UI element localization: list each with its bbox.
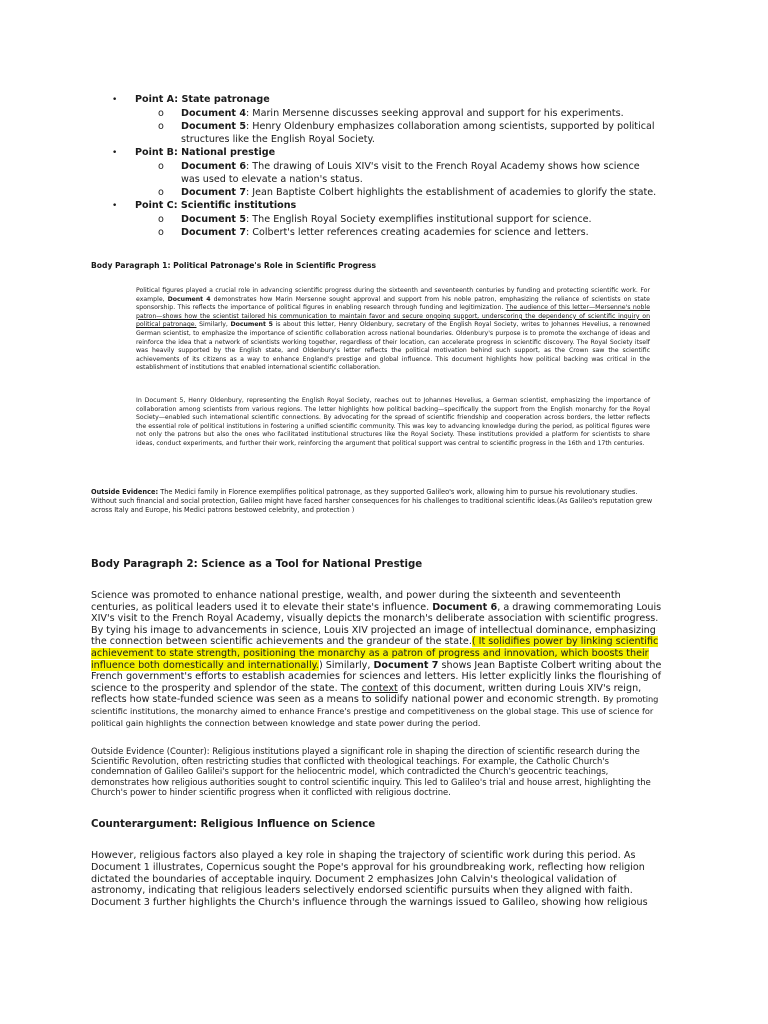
underlined-text: The audience of this letter—Mersenne's noble patron—shows how the scientist tailored his communication to maintain favor and secure ongoing support, underscoring the dependency of scientific inquiry on political patronage. [136, 304, 651, 329]
sub-text: : Marin Mersenne discusses seeking approval and support for his experiments. [246, 108, 624, 119]
outline-subpoint [158, 213, 661, 226]
outside-evidence: Outside Evidence (Counter): Religious institutions played a significant role in shaping the direction of scientific research during the Scientific Revolution, often restricting studies that conflicted with theological teachings. For example, the Catholic Church's condemnation of Galileo Galilei's support for the heliocentric model, which contradicted the Church's geocentric teachings, demonstrates how religious authorities sought to control scientific inquiry. This led to Galileo's trial and house arrest, highlighting the Church's power to hinder scientific progress when it conflicted with religious doctrine. [91, 746, 651, 797]
highlighted-text: ( It solidifies power by linking scientific achievement to state strength, positioning the monarchy as a patron of progress and innovation, which boosts their influence both domestically and internationally. [91, 636, 659, 671]
sub-marker: o [158, 214, 164, 225]
outline-point [112, 199, 675, 213]
bullet: • [112, 201, 118, 211]
text-run: Science was promoted to enhance national prestige, wealth, and power during the sixteenth and seventeenth centuries, as political leaders used it to elevate their state's influence. [91, 590, 621, 613]
doc-ref: Document 7 [181, 227, 247, 238]
doc-ref: Document 7 [181, 187, 247, 198]
doc-ref: Document 5 [181, 214, 247, 225]
doc-ref: Document 4 [181, 108, 247, 119]
body-paragraph: However, religious factors also played a key role in shaping the trajectory of scientific work during this period. As Document 1 illustrates, Copernicus sought the Pope's approval for his groundbreaking work, reflecting how religion dictated the boundaries of acceptable inquiry. Document 2 emphasizes John Calvin's theological validation of astronomy, indicating that religious leaders selectively endorsed scientific pursuits when they aligned with faith. Document 3 further highlights the Church's influence through the warnings issued to Galileo, showing how religious [91, 850, 648, 909]
sub-text: : The drawing of Louis XIV's visit to the French Royal Academy shows how science was used to elevate a nation's status. [181, 161, 640, 185]
doc-ref: Document 6 [181, 161, 247, 172]
sub-marker: o [158, 161, 164, 172]
bullet: • [112, 95, 118, 105]
doc-ref: Document 4 [167, 295, 211, 303]
bullet: • [112, 148, 118, 158]
doc-ref: Document 5 [181, 121, 247, 132]
text-run: demonstrates how Marin Mersenne sought approval and support from his noble patron, emphasizing the reliance of scientists on state sponsorship. This reflects the importance of political figures in enabling research through funding and legitimization. [136, 295, 650, 312]
text-run: The Medici family in Florence exemplifies political patronage, as they supported Galileo's work, allowing him to pursue his revolutionary studies. Without such financial and social protection, Galileo might have faced harsher consequences for his challenges to traditional scientific ideas.(As Galileo's reputation grew across Italy and Europe, his Medici patrons bestowed celebrity, and protection ) [91, 488, 653, 514]
text-run: ) Similarly, [318, 659, 374, 671]
sub-text: : Colbert's letter references creating academies for science and letters. [246, 227, 589, 238]
text-run: Political figures played a crucial role in advancing scientific progress during the sixteenth and seventeenth centuries by funding and protecting scientific work. For example, [136, 287, 650, 303]
doc-ref: Document 5 [230, 321, 273, 329]
text-run: of this document, written during Louis XIV's reign, reflects how state-funded science was seen as a means to solidify national power and economic strength. [91, 682, 642, 706]
section-heading: Body Paragraph 2: Science as a Tool for National Prestige [91, 559, 423, 570]
outline [0, 93, 768, 239]
sub-text: : Jean Baptiste Colbert highlights the establishment of academies to glorify the state. [246, 187, 657, 198]
body-paragraph [91, 590, 663, 729]
outline-subpoint [158, 186, 661, 199]
point-title: Point A: State patronage [135, 94, 270, 105]
outside-evidence-label: Outside Evidence: [91, 488, 159, 496]
outline-subpoint [158, 107, 661, 120]
doc-ref: Document 6 [432, 601, 498, 613]
text-run: By promoting scientific institutions, the monarchy aimed to enhance France's prestige and competitiveness on the global stage. This use of science for political gain highlights the connection between knowledge and state power during the period. [91, 694, 659, 728]
text-run: , a drawing commemorating Louis XIV's visit to the French Royal Academy, visually depicts the monarch's deliberate association with scientific progress. By tying his image to advancements in science, Louis XIV projected an image of intellectual dominance, emphasizing the connection between scientific achievements and the grandeur of the state. [91, 601, 662, 648]
outline-point [112, 93, 675, 107]
outline-point [112, 146, 675, 160]
sub-text: : The English Royal Society exemplifies institutional support for science. [246, 214, 592, 225]
sub-marker: o [158, 227, 164, 238]
sub-text: : Henry Oldenbury emphasizes collaboration among scientists, supported by political structures like the English Royal Society. [181, 121, 655, 145]
outline-subpoint [158, 160, 661, 186]
text-run: shows Jean Baptiste Colbert writing about the French government's efforts to establish academies for sciences and letters. His letter explicitly links the flourishing of science to the prosperity and splendor of the state. The [91, 659, 662, 694]
point-title: Point C: Scientific institutions [135, 200, 297, 211]
body-paragraph [136, 287, 650, 373]
sub-marker: o [158, 121, 164, 132]
outline-subpoint [158, 226, 661, 239]
sub-marker: o [158, 108, 164, 119]
text-run: is about this letter, Henry Oldenbury, secretary of the English Royal Society, writes to Johannes Hevelius, a renowned German scientist, to emphasize the importance of scientific collaboration across national boundaries. Oldenbury's purpose is to promote the exchange of ideas and reinforce the idea that a network of scientists working together, regardless of their location, can accelerate progress in scientific discovery. The Royal Society itself was heavily supported by the English state, and Oldenbury's letter reflects the political motivation behind such support, as the Crown saw the scientific achievements of its citizens as a way to enhance England's prestige and global influence. This document highlights how political backing was critical in the establishment of institutions that enabled international scientific collaboration. [136, 321, 650, 372]
body-paragraph: In Document 5, Henry Oldenbury, representing the English Royal Society, reaches out to Johannes Hevelius, a German scientist, emphasizing the importance of collaboration among scientists from various regions. The letter highlights how political backing—specifically the support from the English monarchy for the Royal Society—enabled such international scientific connections. By advocating for the spread of scientific friendship and cooperation across borders, the letter reflects the essential role of political institutions in fostering a unified scientific community. This was key to advancing knowledge during the period, as political figures were not only the patrons but also the ones who facilitated institutional structures like the Royal Society. These institutions provided a platform for scientists to share ideas, conduct experiments, and further their work, reinforcing the argument that political support was central to scientific progress in the 16th and 17th centuries. [136, 397, 650, 447]
section-heading: Counterargument: Religious Influence on Science [91, 819, 376, 830]
point-title: Point B: National prestige [135, 147, 276, 158]
section-heading: Body Paragraph 1: Political Patronage's Role in Scientific Progress [91, 261, 377, 270]
outside-evidence [91, 488, 661, 514]
underlined-text: context [361, 682, 398, 694]
text-run: Similarly, [196, 321, 231, 329]
sub-marker: o [158, 187, 164, 198]
doc-ref: Document 7 [373, 659, 439, 671]
outline-subpoint [158, 120, 661, 146]
